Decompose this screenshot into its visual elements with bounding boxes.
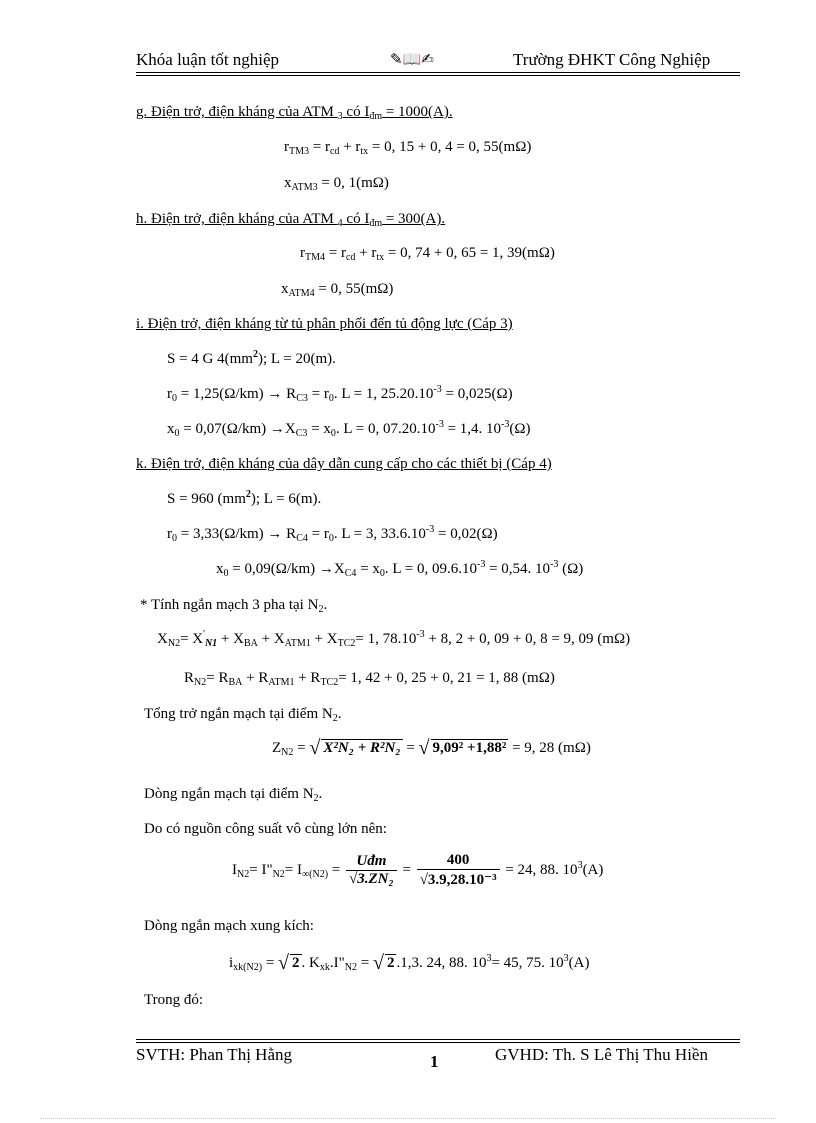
equation-xc4: $x_0 = 0,09(\Omega/km) \to X_{C4} = x_0$. L = 0, $09.6.10^{-3} = 0,54$. $10^{-3}$ (Ω)	[216, 559, 584, 579]
header-rule	[136, 72, 740, 73]
fraction-numeric: $\frac{400}{\text{√3.9,28.10⁻³}}$	[417, 852, 500, 889]
section-i-title: i. Điện trở, điện kháng từ tủ phân phối đến tủ động lực (Cáp 3)	[136, 316, 513, 332]
equation-xatm3: $x_{ATM3} = 0$, 1(mΩ)	[284, 175, 389, 193]
equation-ixk: $i_{xk(N2)}$ = √ 2 . $K_{xk}.I"_{N2}$ = √ 2 .1,3. 24, 88. $10^3= 45$, 75. $10^3(A)$	[229, 955, 590, 972]
equation-xatm4: $x_{ATM4} = 0$, 55(mΩ)	[281, 281, 394, 299]
equation-rtm3: $r_{TM3} = r_{cd} + r_{tx} = 0$, 15 + 0, 4 = 0, 55(mΩ)	[284, 139, 532, 157]
page-edge	[40, 1118, 776, 1119]
section-h-title: h. Điện trở, điện kháng của ATM $_4$ có $I_{đm} = 300(A)$.	[136, 211, 446, 229]
where-label: Trong đó:	[144, 992, 204, 1008]
equation-rtm4: $r_{TM4} = r_{cd} + r_{tx} = 0$, 74 + 0, 65 = 1, 39(mΩ)	[300, 245, 555, 263]
page-number: 1	[430, 1052, 439, 1071]
footer-right: GVHD: Th. S Lê Thị Thu Hiền	[495, 1045, 708, 1064]
equation-xc3: $x_0 = 0,07(\Omega/km) \to X_{C3} = x_0$. L = 0, $07.20.10^{-3} = 1,4$. $10^{-3}(\Omega)$	[167, 419, 531, 439]
impedance-title: Tổng trở ngắn mạch tại điểm $N_2$.	[144, 706, 342, 724]
footer-left: SVTH: Phan Thị Hằng	[136, 1045, 292, 1064]
header-right: Trường ĐHKT Công Nghiệp	[513, 50, 711, 69]
equation-in2: $I_{N2}=$ $I"_{N2}= I_{\infty(N2)}$ = $\frac{\text{Uđm}}{\text{√3.ZN₂}}$ = $\frac{400}{\text{√3.9,28.10⁻³}}$ = 24, 88. $10^3(A)$	[232, 852, 604, 888]
section-n2-title: * Tính ngắn mạch 3 pha tại $N_2$.	[140, 597, 328, 615]
footer-rule-2	[136, 1042, 740, 1043]
equation-xn2: $X_{N2}= X'_{N1} + X_{BA} + X_{ATM1} + X_{TC2}= 1$, $78.10^{-3} + 8$, 2 + 0, 09 + 0, 8 = 9, 09 (mΩ)	[157, 629, 631, 649]
current-title: Dòng ngắn mạch tại điểm $N_2$.	[144, 786, 323, 804]
impulse-title: Dòng ngắn mạch xung kích:	[144, 918, 314, 934]
sqrt-numeric: √ 9,09² +1,88²	[419, 740, 509, 757]
equation-s-cable4: S = 960 $(mm^2)$; L = 6(m).	[167, 489, 322, 507]
equation-rn2: $R_{N2}= R_{BA} + R_{ATM1} + R_{TC2}= 1$, 42 + 0, 25 + 0, 21 = 1, 88 (mΩ)	[184, 670, 555, 688]
header-rule-2	[136, 75, 740, 76]
section-g-title: g. Điện trở, điện kháng của ATM $_3$ có $I_{đm} = 1000(A)$.	[136, 104, 453, 122]
section-k-title: k. Điện trở, điện kháng của dây dẫn cung cấp cho các thiết bị (Cáp 4)	[136, 456, 552, 472]
footer-rule	[136, 1039, 740, 1040]
fraction-symbolic: $\frac{\text{Uđm}}{\text{√3.ZN₂}}$	[346, 853, 397, 888]
sqrt-symbolic: √ X²N₂ + R²N₂	[309, 740, 402, 757]
equation-rc3: $r_0 = 1,25(\Omega/km) \to R_{C3} = r_0$. L = 1, $25.20.10^{-3} = 0,025(\Omega)$	[167, 384, 513, 404]
equation-rc4: $r_0 = 3,33(\Omega/km) \to R_{C4} = r_0$. L = 3, $33.6.10^{-3} = 0,02(\Omega)$	[167, 524, 498, 544]
header-left: Khóa luận tốt nghiệp	[136, 50, 280, 69]
source-note: Do có nguồn công suất vô cùng lớn nên:	[144, 821, 387, 837]
equation-s-cable3: S = 4 G $4(mm^2)$; L = 20(m).	[167, 349, 336, 367]
equation-zn2: $Z_{N2}$ = √ X²N₂ + R²N₂ = √ 9,09² +1,88² = 9, 28 (mΩ)	[272, 740, 591, 757]
header-ornament: ✎📖✍	[390, 50, 434, 68]
